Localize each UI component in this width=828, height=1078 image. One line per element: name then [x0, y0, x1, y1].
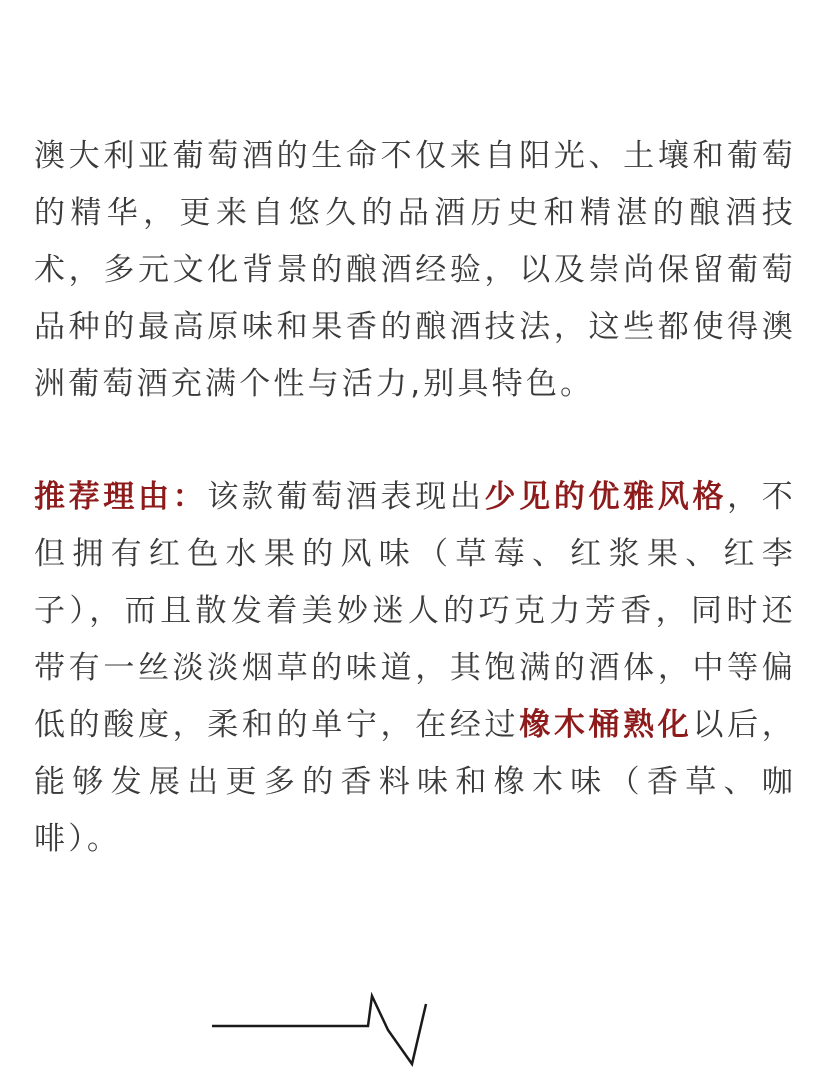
recommendation-label: 推荐理由： — [34, 479, 208, 515]
recommendation-text-1: 该款葡萄酒表现出 — [207, 479, 485, 515]
recommendation-text-2: ，不但拥有红色水果的风味（草莓、红浆果、红李子），而且散发着美妙迷人的巧克力芳香，同时还带有一丝淡淡烟草的味道，其饱满的酒体，中等偏低的酸度，柔和的单宁，在经过 — [34, 479, 796, 743]
highlight-oak-aging: 橡木桶熟化 — [519, 707, 693, 743]
intro-paragraph: 澳大利亚葡萄酒的生命不仅来自阳光、土壤和葡萄的精华，更来自悠久的品酒历史和精湛的酿酒技术，多元文化背景的酿酒经验，以及崇尚保留葡萄品种的最高原味和果香的酿酒技法，这些都使得澳洲葡萄酒充满个性与活力,别具特色。 — [34, 138, 796, 402]
article-body — [34, 128, 796, 868]
zigzag-line-divider-icon — [212, 990, 432, 1070]
recommendation-paragraph — [34, 469, 796, 868]
recommendation-text-3: 以后，能够发展出更多的香料味和橡木味（香草、咖啡）。 — [34, 707, 796, 857]
highlight-elegant-style: 少见的优雅风格 — [484, 479, 728, 515]
